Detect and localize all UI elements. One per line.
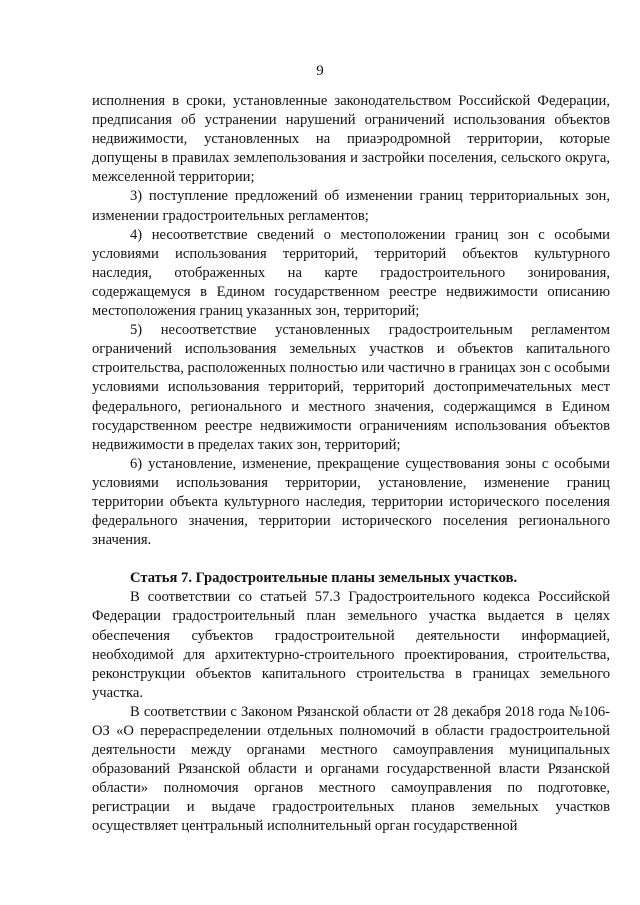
paragraph-item-5: 5) несоответствие установленных градостроительным регламентом ограничений использования земельных участков и объектов капитального строительства, расположенных полностью или частично в границах зон с особыми условиями использования территорий, территорий достопримечательных мест федерального, регионального и местного значения, содержащимся в Едином государственном реестре недвижимости ограничениям использования объектов недвижимости в пределах таких зон, территорий; (92, 322, 610, 453)
paragraph-item-6: 6) установление, изменение, прекращение существования зоны с особыми условиями использования территории, установление, изменение границ территории объекта культурного наследия, территории исторического поселения федерального значения, территории исторического поселения регионального значения. (92, 455, 610, 549)
article-heading: Статья 7. Градостроительные планы земельных участков. (130, 570, 518, 587)
document-body (92, 92, 610, 837)
section-spacer (92, 550, 610, 569)
article-paragraph: В соответствии со статьей 57.3 Градостроительного кодекса Российской Федерации градостроительный план земельного участка выдается в целях обеспечения субъектов градостроительной деятельности информацией, необходимой для архитектурно-строительного проектирования, строительства, реконструкции объектов капитального строительства в границах земельного участка. (92, 589, 610, 701)
article-paragraph: В соответствии с Законом Рязанской области от 28 декабря 2018 года №106-ОЗ «О перераспределении отдельных полномочий в области градостроительной деятельности между органами местного самоуправления муниципальных образований Рязанской области и органами государственной власти Рязанской области» полномочия органов местного самоуправления по подготовке, регистрации и выдаче градостроительных планов земельных участков осуществляет центральный исполнительный орган государственной (92, 703, 610, 835)
paragraph-item-3: 3) поступление предложений об изменении границ территориальных зон, изменении градостроительных регламентов; (92, 188, 610, 224)
paragraph-continuation: исполнения в сроки, установленные законодательством Российской Федерации, предписания об устранении нарушений ограничений использования объектов недвижимости, установленных на приаэродромной территории, которые допущены в правилах землепользования и застройки поселения, сельского округа, межселенной территории; (92, 93, 610, 186)
paragraph-item-4: 4) несоответствие сведений о местоположении границ зон с особыми условиями использования территорий, территорий объектов культурного наследия, отображенных на карте градостроительного зонирования, содержащемуся в Едином государственном реестре недвижимости описанию местоположения границ указанных зон, территорий; (92, 226, 610, 320)
page-number: 9 (316, 63, 324, 79)
